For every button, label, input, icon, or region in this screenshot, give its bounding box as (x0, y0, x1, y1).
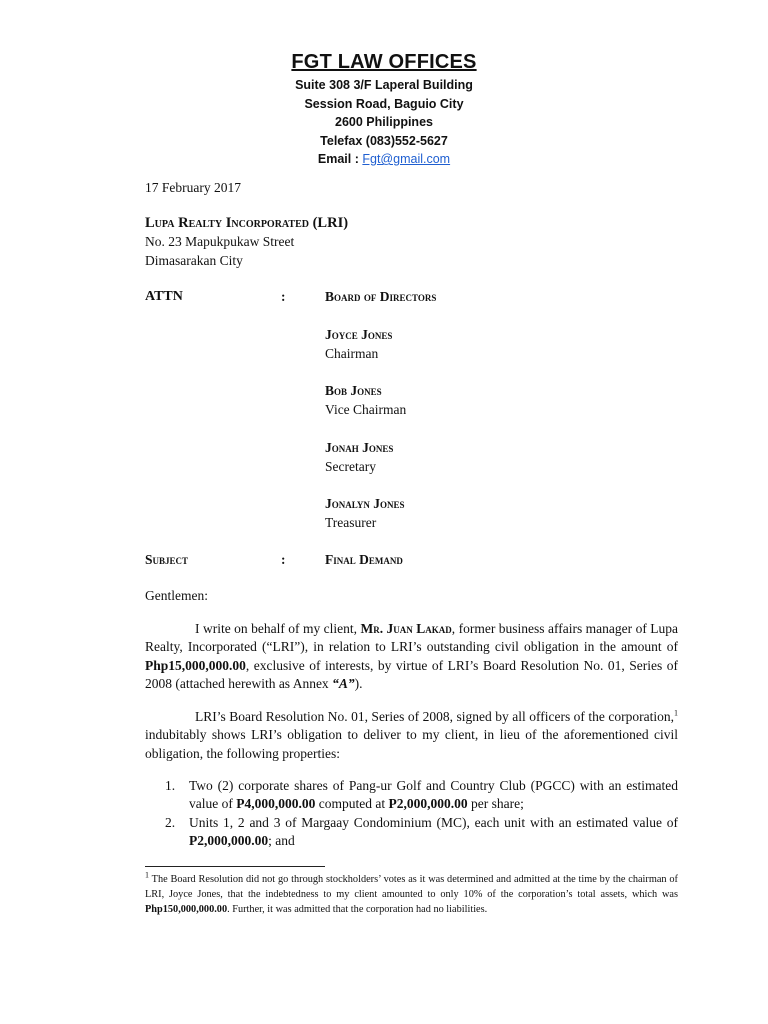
email-label: Email : (317, 152, 359, 166)
letter-date: 17 February 2017 (145, 180, 241, 195)
item-text: per share; (467, 796, 524, 812)
para1-text: , exclusive of interests, by virtue of LRI’s Board Resolution No. 01, Series of 2008 (attached herewith as Annex (145, 657, 678, 691)
attn-label: ATTN (145, 289, 183, 304)
paragraph-1 (145, 620, 678, 693)
footnote (145, 872, 678, 918)
footnote-ref: 1 (674, 708, 678, 718)
para2-text: LRI’s Board Resolution No. 01, Series of 2008, signed by all officers of the corporation, (195, 709, 674, 724)
para1-text: ). (354, 675, 363, 691)
list-number: 2. (165, 814, 176, 830)
para1-text: I write on behalf of my client, (195, 621, 361, 636)
recipient-city: Dimasarakan City (145, 253, 243, 268)
salutation: Gentlemen: (145, 588, 208, 603)
item-text: ; and (268, 832, 295, 848)
subject-label: Subject (145, 552, 189, 567)
item-value: P4,000,000.00 (236, 796, 316, 812)
item-text: Units 1, 2 and 3 of Margaay Condominium (MC), each unit with an estimated value of (189, 814, 678, 830)
person-title: Treasurer (325, 515, 377, 530)
attn-body: Board of Directors (325, 289, 437, 304)
list-item (145, 777, 678, 814)
telefax: Telefax (083)552-5627 (320, 133, 448, 148)
annex-label: “A” (332, 675, 355, 691)
item-value: P2,000,000.00 (189, 832, 269, 848)
client-name: Mr. Juan Lakad (360, 621, 452, 636)
footnote-text: The Board Resolution did not go through stockholders’ votes as it was determined and admitted at the time by the chairman of LRI, Joyce Jones, that the indebtedness to my client amounted to only 10% of the corporation’s total assets, which was (145, 874, 678, 901)
claim-amount: Php15,000,000.00 (145, 657, 246, 673)
recipient-street: No. 23 Mapukpukaw Street (145, 234, 295, 249)
subject-colon: : (281, 552, 286, 567)
item-text: Two (2) corporate shares of Pang-ur Golf and Country Club (PGCC) with an estimated value of (189, 778, 678, 812)
list-item (145, 814, 678, 851)
person-title: Secretary (325, 459, 376, 474)
person-title: Vice Chairman (325, 402, 407, 417)
footnote-separator (145, 866, 325, 867)
attn-colon: : (281, 289, 286, 304)
email-link[interactable]: Fgt@gmail.com (362, 152, 451, 166)
property-list (145, 777, 678, 850)
address-line-2: Session Road, Baguio City (304, 96, 464, 111)
person-title: Chairman (325, 346, 379, 361)
person-name: Bob Jones (325, 383, 382, 398)
subject-value: Final Demand (325, 552, 403, 567)
email-line (0, 150, 768, 169)
address-line-3: 2600 Philippines (335, 115, 433, 129)
list-number: 1. (165, 778, 176, 793)
item-value: P2,000,000.00 (388, 796, 468, 812)
para1-text: , former business affairs manager of Lupa Realty, Incorporated (“LRI”), in relation to LRI’s outstanding civil obligation in the amount of (145, 621, 679, 655)
item-text: computed at (315, 796, 389, 812)
para2-text: indubitably shows LRI’s obligation to deliver to my client, in lieu of the aforementioned civil obligation, the following properties: (145, 727, 678, 761)
footnote-mark: 1 (145, 870, 149, 880)
recipient-company: Lupa Realty Incorporated (LRI) (145, 215, 349, 231)
person-name: Joyce Jones (325, 327, 393, 342)
letterhead (0, 48, 768, 169)
address-line-1: Suite 308 3/F Laperal Building (295, 78, 473, 92)
paragraph-2 (145, 708, 678, 763)
footnote-text: . Further, it was admitted that the corporation had no liabilities. (227, 904, 488, 916)
footnote-amount: Php150,000,000.00 (145, 904, 228, 916)
firm-name: FGT LAW OFFICES (291, 51, 477, 73)
person-name: Jonah Jones (325, 440, 394, 455)
person-name: Jonalyn Jones (325, 496, 405, 511)
